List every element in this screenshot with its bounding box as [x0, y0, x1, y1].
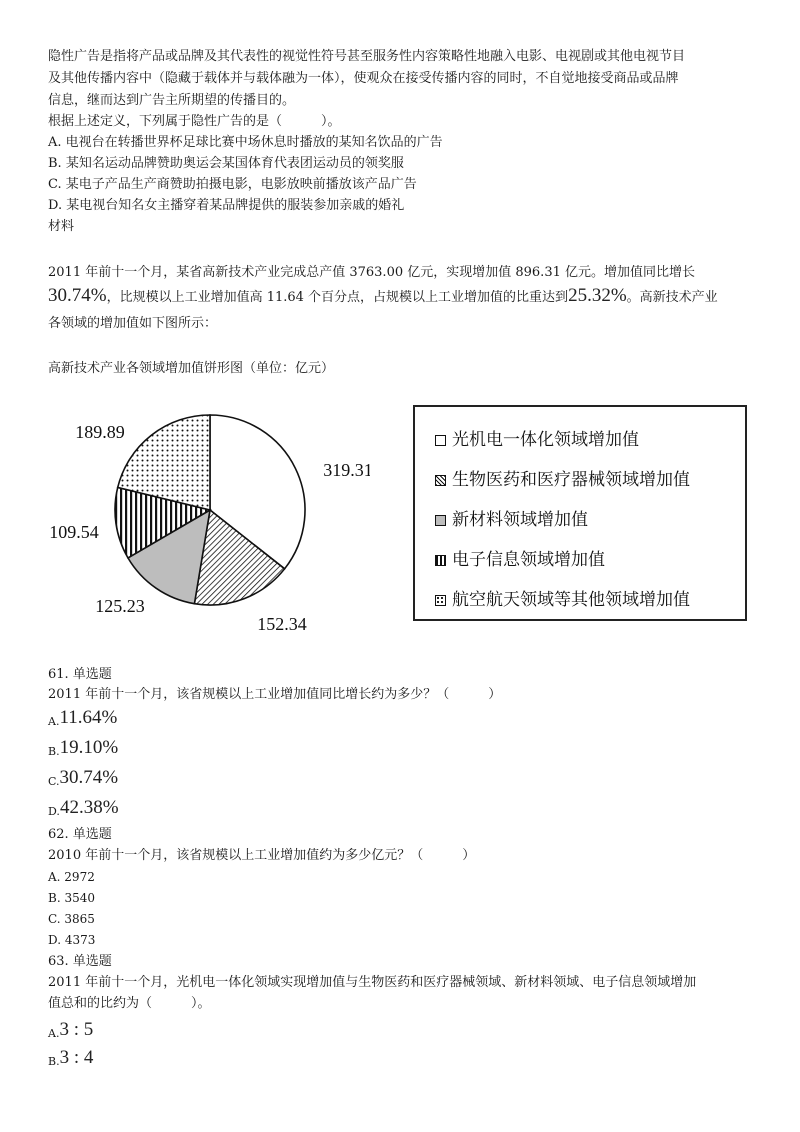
- legend-item: [435, 505, 588, 530]
- option-value: 42.38%: [59, 797, 119, 818]
- option-value: 3 : 4: [59, 1047, 94, 1068]
- pie-chart: [40, 398, 370, 638]
- material-text: 。高新技术产业: [626, 290, 718, 305]
- option-letter: C.: [48, 775, 60, 788]
- option-letter: D.: [48, 805, 60, 818]
- legend-swatch-vertical: [435, 555, 446, 566]
- legend-swatch-hatch: [435, 475, 446, 486]
- chart-caption: 高新技术产业各领域增加值饼形图（单位：亿元）: [48, 361, 335, 376]
- material-line: 2011 年前十一个月，某省高新技术产业完成总产值 3763.00 亿元，实现增加值 896.31 亿元。增加值同比增长: [48, 265, 695, 280]
- option-c[interactable]: [48, 768, 118, 787]
- option-value: 11.64%: [59, 707, 118, 728]
- pie-data-label: 152.34: [257, 614, 307, 634]
- option-d[interactable]: D. 4373: [48, 933, 96, 947]
- option-c[interactable]: C. 某电子产品生产商赞助拍摄电影，电影放映前播放该产品广告: [48, 177, 417, 192]
- option-a[interactable]: [48, 708, 117, 727]
- option-a[interactable]: A. 2972: [48, 870, 95, 884]
- legend-item: [435, 545, 605, 570]
- option-b[interactable]: B. 3540: [48, 891, 95, 905]
- legend-label: 电子信息领域增加值: [452, 550, 605, 570]
- legend-swatch-gray: [435, 515, 446, 526]
- material-text: ，比规模以上工业增加值高 11.64 个百分点，占规模以上工业增加值的比重达到: [106, 290, 569, 305]
- option-b[interactable]: [48, 738, 118, 757]
- option-letter: A.: [48, 1027, 60, 1040]
- pie-data-label: 319.31: [323, 460, 370, 480]
- option-value: 19.10%: [59, 737, 119, 758]
- share-percent: 25.32%: [568, 285, 627, 306]
- legend-swatch-blank: [435, 435, 446, 446]
- option-b[interactable]: B. 某知名运动品牌赞助奥运会某国体育代表团运动员的领奖服: [48, 156, 404, 171]
- material-line: 各领域的增加值如下图所示：: [48, 316, 218, 331]
- pie-data-label: 189.89: [75, 422, 125, 442]
- question-header: 62. 单选题: [48, 827, 112, 842]
- passage-line: 信息，继而达到广告主所期望的传播目的。: [48, 93, 296, 108]
- question-text: 2011 年前十一个月，光机电一体化领域实现增加值与生物医药和医疗器械领域、新材料领域、电子信息领域增加: [48, 975, 697, 990]
- legend-item: [435, 425, 639, 450]
- option-value: 30.74%: [59, 767, 119, 788]
- option-d[interactable]: D. 某电视台知名女主播穿着某品牌提供的服装参加亲戚的婚礼: [48, 198, 405, 213]
- question-text: 2011 年前十一个月，该省规模以上工业增加值同比增长约为多少？（ ）: [48, 687, 502, 702]
- pie-data-label: 125.23: [95, 596, 145, 616]
- legend-swatch-dots: [435, 595, 446, 606]
- option-c[interactable]: C. 3865: [48, 912, 95, 926]
- legend-item: [435, 465, 690, 490]
- pie-chart-svg: [40, 398, 370, 638]
- option-letter: A.: [48, 715, 60, 728]
- chart-legend: [413, 405, 747, 621]
- growth-percent: 30.74%: [48, 285, 107, 306]
- question-text: 根据上述定义，下列属于隐性广告的是（ ）。: [48, 114, 341, 129]
- material-line-2: [48, 286, 718, 305]
- legend-label: 光机电一体化领域增加值: [452, 430, 639, 450]
- option-letter: B.: [48, 1055, 60, 1068]
- legend-label: 新材料领域增加值: [452, 510, 588, 530]
- option-b[interactable]: [48, 1048, 93, 1067]
- question-header: 63. 单选题: [48, 954, 112, 969]
- option-d[interactable]: [48, 798, 119, 817]
- option-a[interactable]: A. 电视台在转播世界杯足球比赛中场休息时播放的某知名饮品的广告: [48, 135, 443, 150]
- question-text: 值总和的比约为（ ）。: [48, 996, 211, 1011]
- legend-label: 航空航天领域等其他领域增加值: [452, 590, 690, 610]
- question-text: 2010 年前十一个月，该省规模以上工业增加值约为多少亿元？（ ）: [48, 848, 476, 863]
- option-letter: B.: [48, 745, 60, 758]
- option-value: 3 : 5: [59, 1019, 94, 1040]
- question-header: 61. 单选题: [48, 667, 112, 682]
- material-label: 材料: [48, 219, 75, 234]
- legend-item: [435, 585, 690, 610]
- passage-line: 及其他传播内容中（隐藏于载体并与载体融为一体），使观众在接受传播内容的同时，不自觉地接受商品或品牌: [48, 71, 679, 86]
- legend-label: 生物医药和医疗器械领域增加值: [452, 470, 690, 490]
- pie-data-label: 109.54: [49, 522, 99, 542]
- passage-line: 隐性广告是指将产品或品牌及其代表性的视觉性符号甚至服务性内容策略性地融入电影、电视剧或其他电视节目: [48, 49, 686, 64]
- option-a[interactable]: [48, 1020, 93, 1039]
